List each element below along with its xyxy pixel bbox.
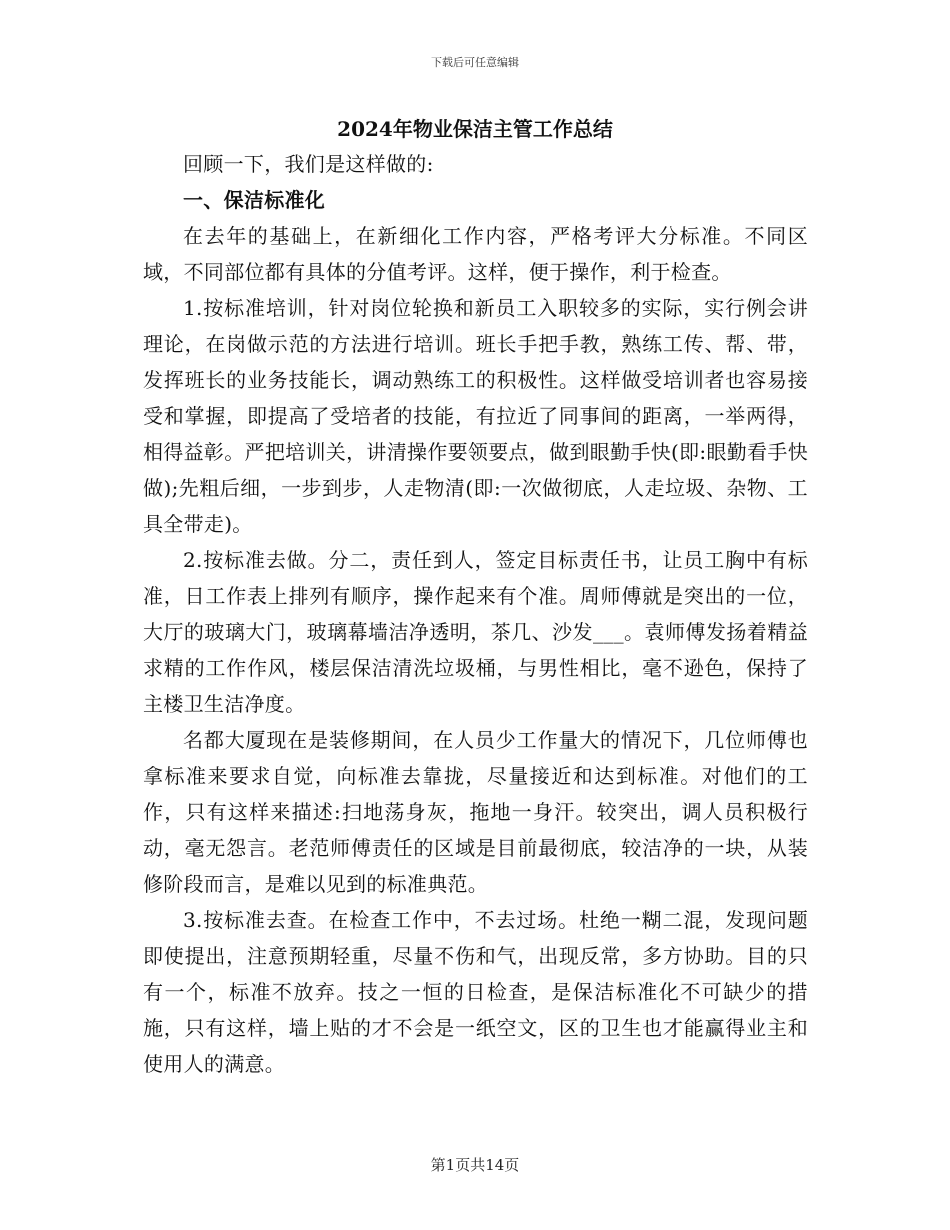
document-body (143, 146, 808, 1082)
intro-paragraph: 回顾一下，我们是这样做的: (183, 152, 434, 176)
body-paragraph: 2.按标准去做。分二，责任到人，签定目标责任书，让员工胸中有标准，日工作表上排列有顺序，操作起来有个准。周师傅就是突出的一位，大厅的玻璃大门，玻璃幕墙洁净透明，茶几、沙发___。袁师傅发扬着精益求精的工作作风，楼层保洁清洗垃圾桶，与男性相比，毫不逊色，保持了主楼卫生洁净度。 (143, 548, 808, 716)
body-paragraph: 在去年的基础上，在新细化工作内容，严格考评大分标准。不同区域，不同部位都有具体的分值考评。这样，便于操作，利于检查。 (143, 224, 808, 284)
page-number: 第1页共14页 (430, 1156, 520, 1174)
page-header-note: 下载后可任意编辑 (431, 56, 519, 69)
section-heading: 一、保洁标准化 (183, 188, 326, 212)
body-paragraph: 1.按标准培训，针对岗位轮换和新员工入职较多的实际，实行例会讲理论，在岗做示范的方法进行培训。班长手把手教，熟练工传、帮、带，发挥班长的业务技能长，调动熟练工的积极性。这样做受培训者也容易接受和掌握，即提高了受培者的技能，有拉近了同事间的距离，一举两得，相得益彰。严把培训关，讲清操作要领要点，做到眼勤手快(即:眼勤看手快做);先粗后细，一步到步，人走物清(即:一次做彻底，人走垃圾、杂物、工具全带走)。 (143, 296, 808, 536)
document-title: 2024年物业保洁主管工作总结 (337, 117, 613, 141)
body-paragraph: 3.按标准去查。在检查工作中，不去过场。杜绝一糊二混，发现问题即使提出，注意预期轻重，尽量不伤和气，出现反常，多方协助。目的只有一个，标准不放弃。技之一恒的日检查，是保洁标准化不可缺少的措施，只有这样，墙上贴的才不会是一纸空文，区的卫生也才能赢得业主和使用人的满意。 (143, 908, 808, 1076)
body-paragraph: 名都大厦现在是装修期间，在人员少工作量大的情况下，几位师傅也拿标准来要求自觉，向标准去靠拢，尽量接近和达到标准。对他们的工作，只有这样来描述:扫地荡身灰，拖地一身汗。较突出，调人员积极行动，毫无怨言。老范师傅责任的区域是目前最彻底，较洁净的一块，从装修阶段而言，是难以见到的标准典范。 (143, 728, 808, 896)
